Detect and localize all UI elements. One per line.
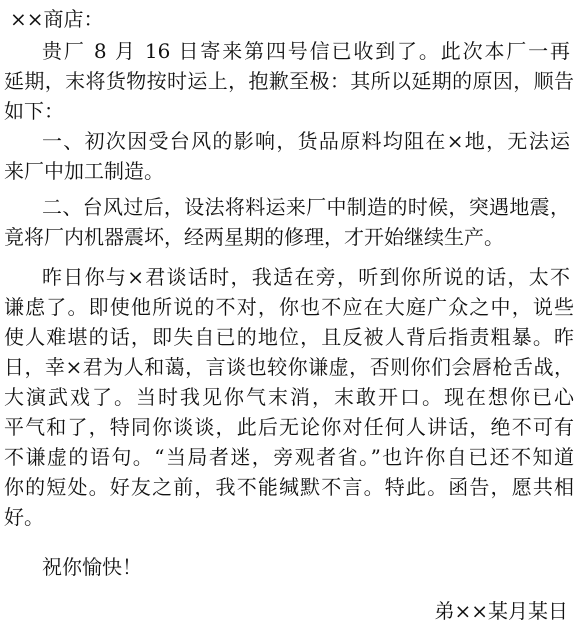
paragraph-4-line-8: 你的短处。好友之前，我不能缄默不言。特此。函告，愿共相	[4, 475, 574, 499]
signature: 弟××某月某日	[434, 599, 568, 623]
paragraph-4-line-6: 平气和了，特同你谈谈，此后无论你对任何人讲话，绝不可有	[4, 415, 574, 439]
paragraph-4-line-1: 昨日你与×君谈话时，我适在旁，听到你所说的话，太不	[42, 265, 570, 289]
paragraph-4-line-4: 日，幸×君为人和蔼，言谈也较你谦虚，否则你们会唇枪舌战，	[4, 355, 574, 379]
paragraph-4-line-2: 谦虑了。即使他所说的不对，你也不应在大庭广众之中，说些	[4, 295, 574, 319]
paragraph-4-line-5: 大演武戏了。当时我见你气末消，末敢开口。现在想你已心	[4, 385, 574, 409]
paragraph-1-line-3: 如下：	[4, 99, 64, 123]
paragraph-2-line-1: 一、初次因受台风的影响，货品原料均阻在×地，无法运	[42, 129, 570, 153]
paragraph-1-line-2: 延期，末将货物按时运上，抱歉至极：其所以延期的原因，顺告	[4, 69, 574, 93]
paragraph-3-line-2: 竟将厂内机器震坏，经两星期的修理，才开始继续生产。	[4, 225, 504, 249]
paragraph-1-line-1: 贵厂 8 月 16 日寄来第四号信已收到了。此次本厂一再	[42, 39, 570, 63]
closing-wish: 祝你愉快！	[42, 555, 142, 579]
paragraph-4-line-7: 不谦虚的语句。“当局者迷，旁观者省。”也许你自已还不知道	[4, 445, 574, 469]
salutation: ××商店：	[10, 7, 104, 31]
paragraph-2-line-2: 来厂中加工制造。	[4, 159, 164, 183]
paragraph-4-line-3: 使人难堪的话，即失自已的地位，且反被人背后指责粗暴。昨	[4, 325, 574, 349]
paragraph-4-line-9: 好。	[4, 505, 44, 529]
paragraph-3-line-1: 二、台风过后，设法将料运来厂中制造的时候，突遇地震，	[42, 195, 570, 219]
